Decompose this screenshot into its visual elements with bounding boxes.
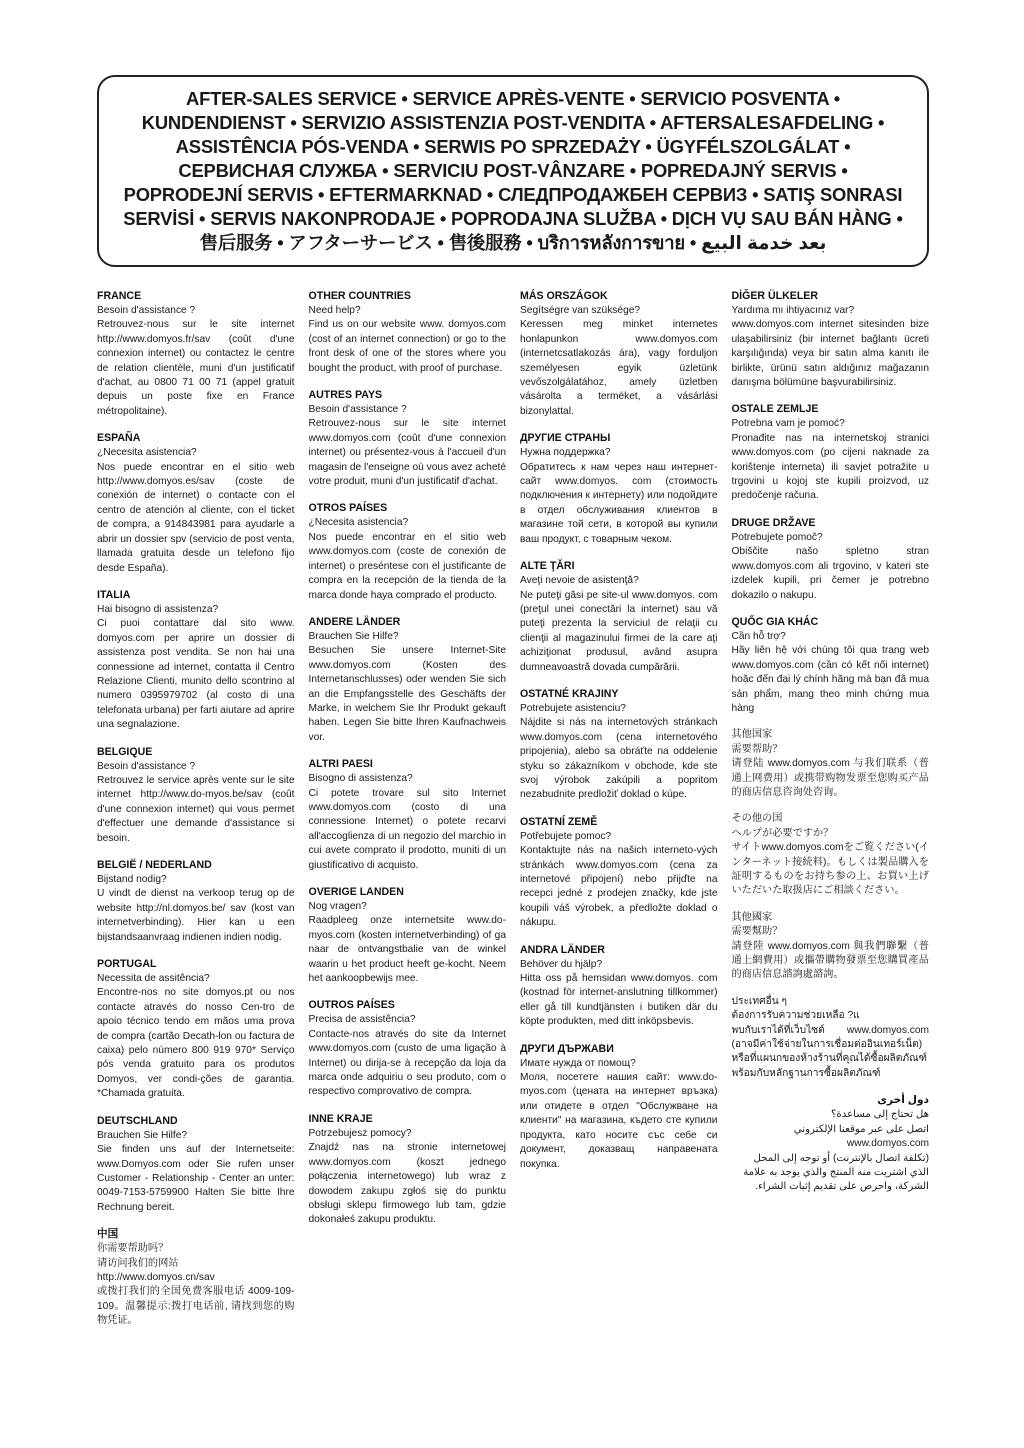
text-line: ประเทศอื่น ๆ [731,995,787,1007]
country-text [732,812,930,898]
text-line: Nájdite si nás na internetových stránkach www.domyos.com (cena internetového pripojenia), alebo sa obráťte na oddelenie styku so zákazníkom v obchode, kde ste svoj výrobok zakúpili a popritom nezabudnite predložiť doklad o kúpe. [520,717,718,801]
text-line: Obiščite našo spletno stran www.domyos.com ali trgovino, v kateri ste izdelek kupili, pri čemer je potrebno dokazilo o nakupu. [731,546,929,601]
country-text [97,1242,295,1328]
text-line: Find us on our website www. domyos.com (cost of an internet connection) or go to the front desk of one of the stores where you bought the product, with proof of purchase. [308,319,506,374]
text-line: Pronađite nas na internetskoj stranici www.domyos.com (po cijeni naknade za korištenje interneta) ili savjet potražite u trgovini u kojoj ste kupili proizvod, uz predočenje računa. [731,432,929,502]
country-heading: ESPAÑA [97,432,141,445]
country-block [520,431,718,547]
country-heading: BELGIË / NEDERLAND [97,859,212,871]
text-line: Моля, посетете нашия сайт: www.do-myos.com (цената на интернет връзка) или отидете в отдел "Обслужване на клиенти" на магазина, където сте купили продукта, като носите със себе си документ, доказващ направената покупка. [520,1072,718,1170]
text-line: Potrebna vam je pomoć? [731,418,845,430]
country-heading: DRUGE DRŽAVE [731,516,816,529]
country-text [520,830,718,931]
text-line: www.domyos.com internet sitesinden bize ulaşabilirsiniz (bir internet bağlantı ücreti karşılığında) veya bir satın alma kanıtı ile birlikte, ürünü satın aldığınız mağazanın danışma bölümüne başvurabilirsiniz. [731,319,929,389]
country-text [97,304,295,419]
country-text [97,1129,295,1215]
country-columns [97,289,929,1399]
country-block [520,1042,718,1172]
country-text [520,446,718,547]
header-banner [97,75,929,267]
text-line: ¿Necesita asistencia? [97,447,197,459]
text-line: ヘルプが必要ですか？ [731,827,834,839]
country-text [520,304,718,419]
text-line: พบกับเราได้ที่เว็บไซต์ www.domyos.com (อาจมีค่าใช้จ่ายในการเชื่อมต่ออินเทอร์เน็ต) หรือที่แผนกของห้างร้านที่คุณได้ซื้อผลิตภัณฑ์ พร้อมกับหลักฐานการซื้อผลิตภัณฑ์ [731,1024,929,1079]
country-block [97,957,295,1102]
country-text [732,911,930,983]
text-line: その他の国 [731,813,783,825]
country-heading: ANDERE LÄNDER [308,615,401,628]
country-block [97,289,295,419]
country-text [520,958,718,1030]
country-text [97,603,295,733]
country-heading: 中国 [97,1228,119,1241]
country-text [732,728,930,800]
country-heading: FRANCE [97,290,142,302]
country-text [309,403,507,489]
text-line: Besoin d'assistance ? [308,404,407,416]
header-line: 售后服务 • アフターサービス • 售後服務 • บริการหลังการขาย • بعد خدمة البيع [199,232,827,253]
country-heading: BELGIQUE [97,745,153,758]
country-heading: INNE KRAJE [308,1112,373,1125]
text-line: Bijstand nodig? [97,874,167,885]
text-line: 或拨打我们的全国免费客服电话 4009-109-109。温馨提示:拨打电话前, 请找到您的购物凭证。 [97,1286,295,1327]
text-line: Besuchen Sie unsere Internet-Site www.domyos.com (Kosten des Internetanschlusses) oder wenden Sie sich an die Empfangsstelle des Geschäfts der Marke, in welchem Sie Ihr Produkt gekauft haben. Legen Sie bitte Ihren Kaufnachweis vor. [308,645,506,743]
text-line: Necessita de assitência? [97,973,210,985]
text-line: Нужна поддержка? [520,447,611,459]
country-block [309,388,507,489]
text-line: Ci puoi contattare dal sito www. domyos.com per aprire un dossier di assistenza post vendita. Se non hai una connessione ad internet, contatta il Centro Relazione Clienti, munito dello scontrino al numero 0395979702 (al costo di una telefonata urbana) per farti aiutare ad aprire una segnalazione. [97,618,295,731]
country-heading: AUTRES PAYS [308,389,383,402]
text-line: Nos puede encontrar en el sitio web http://www.domyos.es/sav (coste de conexión de internet) o contacte con el centro de atención al cliente, con el ticket de compra, a 914843981 para ayudarle a abrir un dossier spv (servicio de post venta, llamada gratuita desde un telefono fijo desde España). [97,461,295,574]
country-block [732,615,930,716]
country-heading: DİĞER ÜLKELER [731,290,819,302]
country-block [97,588,295,733]
country-block [520,289,718,419]
text-line: Retrouvez-nous sur le site internet www.domyos.com (coût d'une connexion internet) ou présentez-vous à l'accueil d'un magasin de l'enseigne où vous avez acheté votre produit, muni d'un justificatif d'achat. [308,418,506,488]
country-text [732,1108,930,1194]
text-line: Brauchen Sie Hilfe? [308,630,399,642]
text-line: Retrouvez le service après vente sur le site internet http://www.do-myos.be/sav (coût d'une connexion internet) qui vous permet d'effectuer une demande d'assistance si besoin. [97,774,295,844]
text-line: اتصل على عبر موقعنا الإلكتروني [793,1123,929,1135]
country-heading: OSTATNÉ KRAJINY [520,687,619,700]
text-line: Potrzebujesz pomocy? [308,1127,412,1139]
country-heading: دول أخرى [877,1094,929,1107]
text-line: 其他国家 [731,729,773,741]
country-heading: OUTROS PAÍSES [308,999,395,1012]
text-line: http://www.domyos.cn/sav [97,1271,215,1283]
text-line: هل تحتاج إلى مساعدة؟ [831,1109,929,1121]
text-line: Znajdź nas na stronie internetowej www.domyos.com (koszt jednego połączenia internetowego) lub wraz z dowodem zakupu zgłoś się do punktu obsługi sklepu firmowego lub tam, gdzie dokonałeś zakupu produktu. [308,1142,506,1226]
text-line: Nog vragen? [308,901,367,912]
country-heading: MÁS ORSZÁGOK [520,290,608,302]
country-text [732,417,930,503]
country-block [520,559,718,675]
text-line: Potrebujete pomoč? [731,531,823,543]
country-block [732,516,930,603]
text-line: Retrouvez-nous sur le site internet http://www.domyos.fr/sav (coût d'une connexion internet) ou contactez le centre de relation clientèle, muni d'un justificatif d'achat, au 0800 71 00 71 (appel gratuit depuis un poste fixe en France métropolitaine). [97,319,295,417]
country-block [97,1114,295,1215]
text-line: Hãy liên hệ với chúng tôi qua trang web www.domyos.com (cần có kết nối internet) hoặc đến đại lý chính hãng mà bạn đã mua sản phẩm, mang theo minh chứng mua hàng [731,645,929,714]
text-line: サイトwww.domyos.comをご覧ください(インターネット接続料)。もしくは製品購入を証明するものをお持ち参の上、お買い上げいただいた取扱店にご相談ください。 [731,842,929,897]
column-1 [97,289,295,1399]
country-text [309,900,507,986]
text-line: U vindt de dienst na verkoop terug op de website http://nl.domyos.be/ sav (kost van internetverbinding). Hier kan u een bijstandsaanvraag indienen indien nodig. [97,888,295,943]
country-block [732,995,930,1081]
country-text [520,702,718,803]
country-heading: ANDRA LÄNDER [520,943,605,956]
country-block [732,812,930,898]
text-line: 請登陸 www.domyos.com 與我們聯繫（普通上網費用）或攜帶購物發票至您購買產品的商店信息諮詢處諮詢。 [731,940,929,981]
text-line: Encontre-nos no site domyos.pt ou nos contacte através do nosso Cen-tro de apoio técnico tendo em mãos uma prova de compra (cartão Decath-lon ou factura de caixa) pelo número 800 919 970* Serviço pós venda gratuito para os produtos Domyos, ver condi-ções de garantia. *Chamada gratuita. [97,987,295,1100]
country-text [732,531,930,603]
text-line: 请登陆 www.domyos.com 与我们联系（普通上网费用）或携带购物发票至您购买产品的商店信息咨询处咨询。 [731,758,929,798]
text-line: Yardıma mı ihtiyacınız var? [731,305,855,316]
country-heading: ДРУГИ ДЪРЖАВИ [520,1042,614,1055]
country-block [732,402,930,503]
country-text [520,574,718,675]
country-text [309,304,507,376]
header-line: POPRODEJNÍ SERVIS • EFTERMARKNAD • СЛЕДПРОДАЖБЕН СЕРВИЗ • SATIŞ SONRASI [123,184,903,205]
text-line: 其他國家 [731,911,773,923]
country-heading: OTHER COUNTRIES [308,290,411,302]
country-heading: DEUTSCHLAND [97,1114,178,1127]
country-text [732,304,930,390]
text-line: 需要幫助？ [731,926,783,938]
country-text [309,1127,507,1228]
text-line: Sie finden uns auf der Internetseite: www.Domyos.com oder Sie rufen unser Customer - Relationship - Center an unter: 0049-7153-5759900 Halten Sie bitte Ihre Rechnung bereit. [97,1144,295,1213]
text-line: Имате нужда от помощ? [520,1057,636,1069]
text-line: 需要帮助？ [731,743,783,755]
country-block [732,1093,930,1194]
country-text [97,873,295,945]
text-line: ต้องการรับความช่วยเหลือ ?แ [731,1010,860,1022]
text-line: Hitta oss på hemsidan www.domyos. com (kostnad för internet-anslutning tillkommer) eller gå till kundtjänsten i butiken där du köpte produkten, med ditt inköpsbevis. [520,973,718,1028]
text-line: Ci potete trovare sul sito Internet www.domyos.com (costo di una connessione Internet) o potete recarvi all'accoglienza di un negozio del marchio in cui avete comprato il prodotto, muniti di un giustificativo di acquisto. [308,787,506,871]
country-block [309,1112,507,1228]
header-line: KUNDENDIENST • SERVIZIO ASSISTENZIA POST-VENDITA • AFTERSALESAFDELING • [141,112,885,133]
text-line: Potrebujete asistenciu? [520,702,626,714]
country-block [309,289,507,376]
country-heading: ДРУГИЕ СТРАНЫ [520,432,611,445]
country-block [309,615,507,745]
country-text [309,630,507,745]
country-text [309,1013,507,1099]
text-line: 你需要帮助吗？ [97,1243,169,1255]
text-line: Potřebujete pomoc? [520,830,612,842]
country-heading: PORTUGAL [97,958,157,971]
text-line: Nos puede encontrar en el sitio web www.domyos.com (coste de conexión de internet) o preséntese con el justificante de compra en la recepción de la tienda de la marca donde haya comprado el producto. [308,531,506,601]
country-heading: OSTATNÍ ZEMĚ [520,815,598,828]
country-block [520,943,718,1030]
text-line: Aveţi nevoie de asistenţă? [520,575,639,587]
country-text [97,972,295,1102]
country-block [97,431,295,576]
country-text [732,630,930,716]
text-line: Brauchen Sie Hilfe? [97,1129,188,1141]
text-line: Behöver du hjälp? [520,958,603,970]
text-line: www.domyos.com [846,1138,929,1150]
country-heading: OTROS PAÍSES [308,502,388,515]
text-line: Precisa de assistência? [308,1014,416,1026]
country-block [732,911,930,983]
text-line: Bisogno di assistenza? [308,773,413,785]
text-line: Contacte-nos através do site da Internet www.domyos.com (custo de uma ligação à Internet) ou dirija-se à recepção da loja da marca onde adquiriu o seu produto, com o respectivo comprovativo de compra. [308,1028,506,1098]
column-4 [732,289,930,1399]
country-block [97,858,295,945]
text-line: Cần hỗ trợ? [731,630,786,642]
country-text [97,760,295,846]
text-line: Hai bisogno di assistenza? [97,603,219,615]
country-block [732,289,930,390]
country-text [309,772,507,873]
text-line: (تكلفة اتصال بالإنترنت) أو توجه إلى المحل الذي اشتريت منه المنتج والذي يوجد به علامة الشركة، واحرص على تقديم إثبات الشراء. [743,1152,929,1193]
country-block [309,885,507,986]
header-line: SERVİSİ • SERVIS NAKONPRODAJE • POPRODAJNA SLUŽBA • DỊCH VỤ SAU BÁN HÀNG • [123,208,903,229]
country-heading: ALTRI PAESI [308,758,373,771]
text-line: Ne puteţi găsi pe site-ul www.domyos. com (preţul unei conectări la internet) sau vă puteţi prezenta la serviciul de relaţii cu clienţii al magazinului firmei de la care aţi achiziţionat produsul, având asupra dumneavoastră dovada cumpărării. [520,589,718,673]
text-line: Segítségre van szüksége? [520,305,641,316]
country-block [97,1227,295,1328]
text-line: Keressen meg minket internetes honlapunkon www.domyos.com (internetcsatlakozás ára), vagy forduljon személyesen egyik üzletünk vevőszolgálatához, amely üzletben vásárolta a terméket, a vásárlási bizonylattal. [520,319,718,417]
country-block [520,687,718,803]
text-line: Raadpleeg onze internetsite www.do-myos.com (kosten internetverbinding) of ga naar de ontvangstbalie van de winkel waarin u het product heeft ge-kocht. Neem het aankoopbewijs mee. [308,915,506,985]
text-line: 请访问我们的网站 [97,1257,179,1269]
text-line: Обратитесь к нам через наш интернет-сайт www.domyos. com (стоимость подключения к интернету) или подойдите в отдел обслуживания клиентов в магазине той сети, в которой вы купили ваш продукт, с товарным чеком. [520,461,718,545]
column-2 [309,289,507,1399]
country-heading: ITALIA [97,588,131,601]
country-block [732,728,930,800]
text-line: Need help? [308,305,361,316]
header-line: СЕРВИСНАЯ СЛУЖБА • SERVICIU POST-VÂNZARE • POPREDAJNÝ SERVIS • [178,160,848,181]
country-block [309,757,507,873]
header-line: AFTER-SALES SERVICE • SERVICE APRÈS-VENTE • SERVICIO POSVENTA • [186,88,840,109]
country-heading: ALTE ŢĂRI [520,560,575,573]
header-line: ASSISTÊNCIA PÓS-VENDA • SERWIS PO SPRZEDAŻY • ÜGYFÉLSZOLGÁLAT • [175,136,851,157]
text-line: Besoin d'assistance ? [97,760,196,772]
country-heading: OSTALE ZEMLJE [731,403,819,416]
column-3 [520,289,718,1399]
country-block [309,998,507,1099]
country-text [97,446,295,576]
country-block [97,745,295,846]
country-block [309,501,507,602]
text-line: Kontaktujte nás na našich interneto-vých stránkách www.domyos.com (cena za internetové připojení) nebo přijďte na recepci jedné z prodejen značky, kde jste koupili váš výrobek, a předložte doklad o nákupu. [520,845,718,929]
country-heading: QUỐC GIA KHÁC [731,615,819,628]
country-heading: OVERIGE LANDEN [308,886,404,898]
country-text [520,1057,718,1172]
country-text [309,516,507,602]
country-block [520,815,718,931]
text-line: ¿Necesita asistencia? [308,517,409,529]
text-line: Besoin d'assistance ? [97,305,196,316]
country-text [732,995,930,1081]
